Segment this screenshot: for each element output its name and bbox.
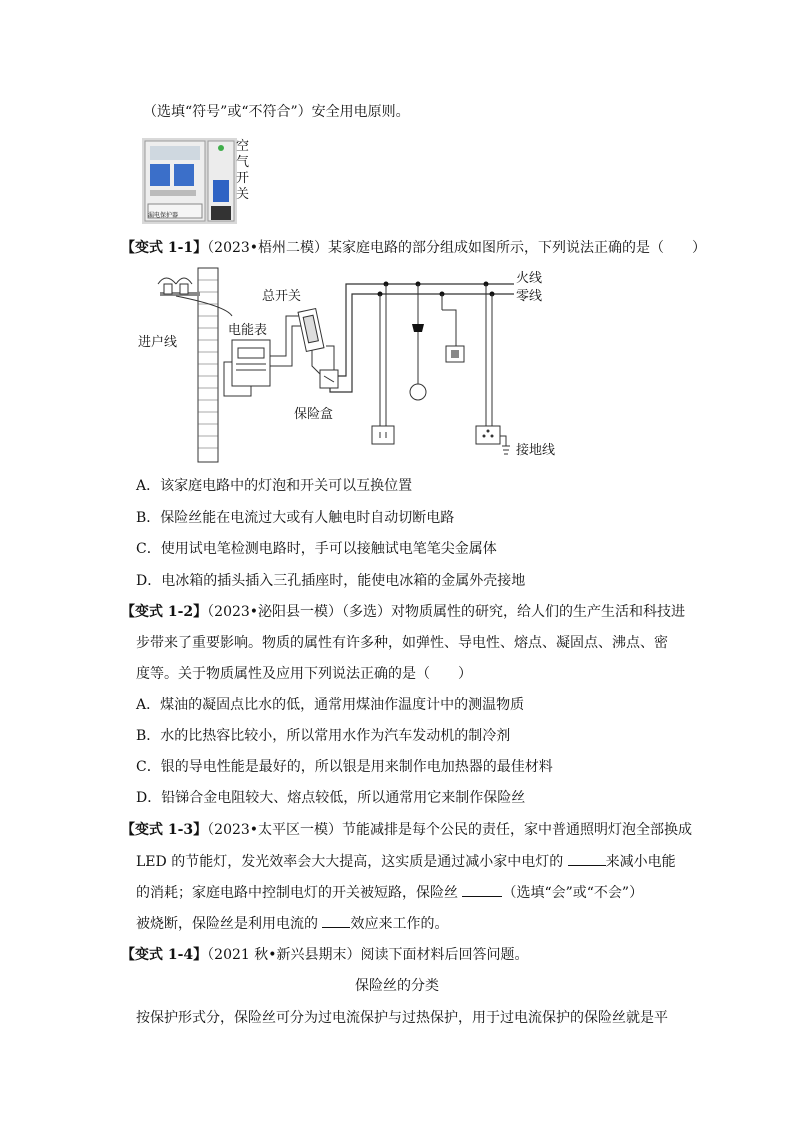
fuse-box-label: 保险盒 [294,407,334,422]
option-b: B．水的比热容比较小，所以常用水作为汽车发动机的制冷剂 [136,728,511,744]
answer-blank-1[interactable] [568,851,606,866]
question-tag: 【变式 1-4】 [121,947,208,963]
option-d: D．铅锑合金电阻较大、熔点较低，所以通常用它来制作保险丝 [136,790,526,806]
option-b: B．保险丝能在电流过大或有人触电时自动切断电路 [136,510,455,526]
question-text: （2023•泌阳县一模）（多选）对物质属性的研究，给人们的生产生活和科技进 [207,604,686,620]
question-1-2-stem [121,602,685,622]
article-paragraph: 按保护形式分，保险丝可分为过电流保护与过热保护，用于过电流保护的保险丝就是平 [136,1010,668,1026]
question-text: （2023•太平区一模）节能减排是每个公民的责任，家中普通照明灯泡全部换成 [207,822,693,838]
question-text-line [136,913,448,934]
photo-sublabel: 漏电保护器 [148,212,179,219]
option-a: A．该家庭电路中的灯泡和开关可以互换位置 [136,478,413,494]
option-c: C．银的导电性能是最好的，所以银是用来制作电加热器的最佳材料 [136,759,553,775]
ground-wire-label: 接地线 [516,443,556,458]
air-switch-label: 空气开关 [236,139,250,202]
question-text: （2023•梧州二模）某家庭电路的部分组成如图所示，下列说法正确的是（ ） [207,240,707,256]
question-text: （2021 秋•新兴县期末）阅读下面材料后回答问题。 [207,947,529,963]
question-text-line: 步带来了重要影响。物质的属性有许多种，如弹性、导电性、熔点、凝固点、沸点、密 [136,635,668,651]
text-segment: 的消耗；家庭电路中控制电灯的开关被短路，保险丝 [136,885,463,901]
answer-blank-3[interactable] [322,913,350,928]
question-1-3-stem [121,820,692,840]
text-segment: LED 的节能灯，发光效率会大大提高，这实质是通过减小家中电灯的 [136,854,568,870]
text-segment: （选填“会”或“不会”） [502,885,644,901]
main-switch-label: 总开关 [262,289,302,304]
option-d: D．电冰箱的插头插入三孔插座时，能使电冰箱的金属外壳接地 [136,573,526,589]
household-circuit-figure [136,266,576,466]
text-segment: 来减小电能 [605,854,676,870]
option-a: A．煤油的凝固点比水的低，通常用煤油作温度计中的测温物质 [136,697,525,713]
service-line-label: 进户线 [138,335,178,350]
intro-line: （选填“符号”或“不符合”）安全用电原则。 [143,104,410,120]
question-text-line [136,851,676,872]
live-wire-label: 火线 [516,271,543,286]
text-segment: 效应来工作的。 [350,916,449,932]
question-1-1-stem [121,238,706,258]
question-text-line: 度等。关于物质属性及应用下列说法正确的是（ ） [136,666,472,682]
answer-blank-2[interactable] [462,882,502,897]
article-title: 保险丝的分类 [355,978,439,994]
option-c: C．使用试电笔检测电路时，手可以接触试电笔笔尖金属体 [136,541,497,557]
question-text-line [136,882,643,903]
text-segment: 被烧断，保险丝是利用电流的 [136,916,323,932]
question-tag: 【变式 1-2】 [121,604,208,620]
question-tag: 【变式 1-1】 [121,240,208,256]
question-tag: 【变式 1-3】 [121,822,208,838]
neutral-wire-label: 零线 [516,289,543,304]
meter-label: 电能表 [228,323,268,338]
question-1-4-stem [121,945,529,965]
